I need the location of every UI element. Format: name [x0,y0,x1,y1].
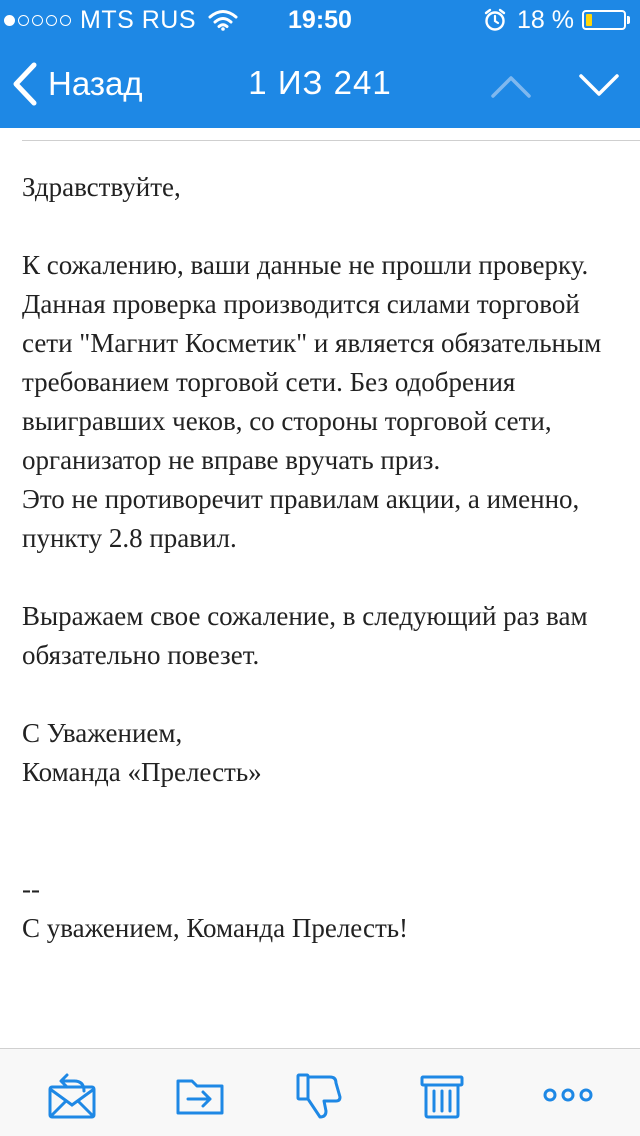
battery-percent: 18 % [517,5,574,34]
battery-fill [586,14,592,26]
signature: С уважением, Команда Прелесть! [22,913,409,943]
reply-icon[interactable] [44,1067,100,1123]
alarm-clock-icon [483,8,507,32]
status-time: 19:50 [288,6,352,34]
divider [22,140,640,141]
more-icon[interactable] [540,1067,596,1123]
next-message-button[interactable] [574,66,624,106]
paragraph-2: Данная проверка производится силами торговой сети "Магнит Косметик" и является обязательным требованием торговой сети. Без одобрения выигравших чеков, со стороны торговой сети, организатор не вправе вручать приз. [22,289,602,475]
spacer [22,675,622,714]
move-to-folder-icon[interactable] [172,1067,228,1123]
paragraph-1: К сожалению, ваши данные не прошли проверку. [22,250,589,280]
back-label: Назад [48,65,143,102]
email-body [22,168,622,1048]
spacer [22,207,622,246]
trash-icon[interactable] [414,1067,470,1123]
status-bar [0,0,640,40]
status-right [483,6,630,34]
battery-tip [627,16,630,24]
message-counter: 1 ИЗ 241 [248,64,392,101]
previous-message-button[interactable] [486,66,536,106]
battery-icon [582,10,626,30]
navigation-bar [0,40,640,128]
paragraph-4: Выражаем свое сожаление, в следующий раз вам обязательно повезет. [22,601,588,670]
bottom-toolbar [0,1048,640,1136]
closing: С Уважением, [22,718,183,748]
header [0,0,640,128]
spacer [22,558,622,597]
paragraph-3: Это не противоречит правилам акции, а именно, пункту 2.8 правил. [22,484,580,553]
spacer [22,792,622,870]
team-name: Команда «Прелесть» [22,757,262,787]
spam-icon[interactable] [292,1067,348,1123]
carrier-name: MTS RUS [80,5,196,34]
signature-separator: -- [22,874,40,904]
greeting: Здравствуйте, [22,172,181,202]
